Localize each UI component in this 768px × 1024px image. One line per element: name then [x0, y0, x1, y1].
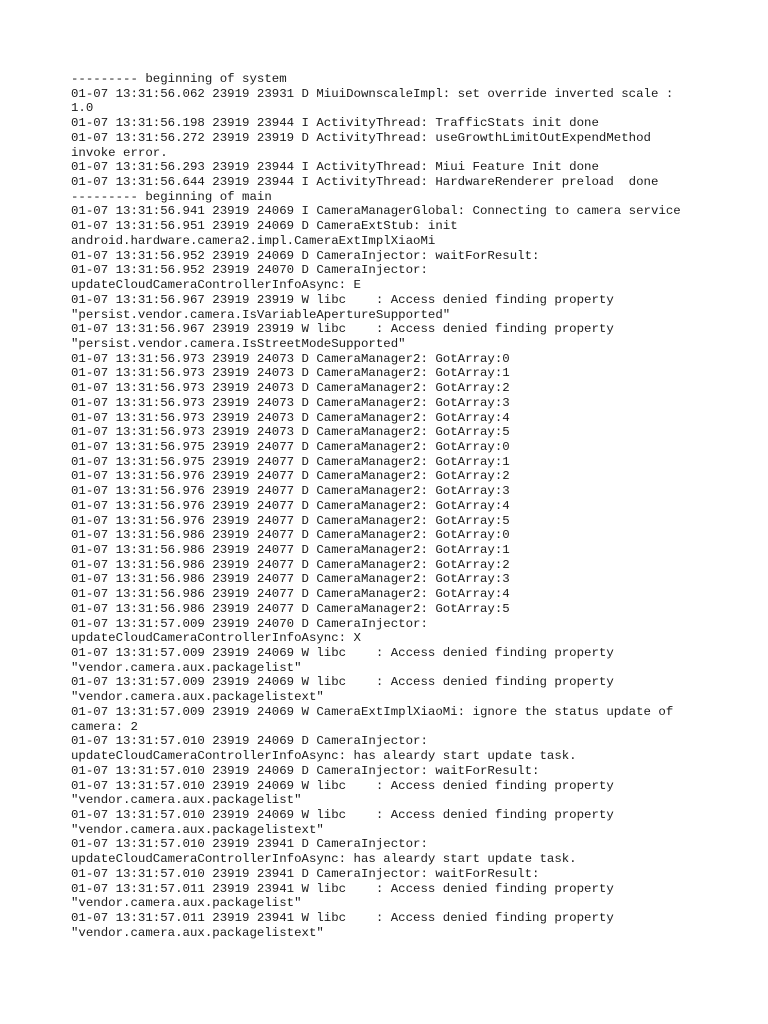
log-line: "vendor.camera.aux.packagelist" — [71, 793, 302, 808]
log-line: --------- beginning of main — [71, 189, 272, 204]
log-line: 01-07 13:31:57.011 23919 23941 W libc : Access denied finding property — [71, 881, 614, 896]
log-line: 01-07 13:31:56.973 23919 24073 D CameraManager2: GotArray:4 — [71, 410, 510, 425]
log-line: 01-07 13:31:56.986 23919 24077 D CameraManager2: GotArray:3 — [71, 572, 510, 587]
log-line: 01-07 13:31:56.986 23919 24077 D CameraManager2: GotArray:2 — [71, 557, 510, 572]
log-line: 01-07 13:31:56.952 23919 24070 D CameraInjector: — [71, 263, 428, 278]
log-line: updateCloudCameraControllerInfoAsync: has aleardy start update task. — [71, 749, 577, 764]
log-line: 01-07 13:31:56.986 23919 24077 D CameraManager2: GotArray:1 — [71, 543, 510, 557]
log-line: 01-07 13:31:56.975 23919 24077 D CameraManager2: GotArray:0 — [71, 439, 510, 454]
log-line: 1.0 — [71, 101, 94, 116]
log-line: --------- beginning of system — [71, 72, 287, 86]
log-line: 01-07 13:31:56.976 23919 24077 D CameraManager2: GotArray:3 — [71, 484, 510, 499]
log-line: "vendor.camera.aux.packagelist" — [71, 660, 302, 675]
log-line: camera: 2 — [71, 719, 138, 734]
log-line: 01-07 13:31:56.973 23919 24073 D CameraManager2: GotArray:2 — [71, 381, 510, 396]
log-line: 01-07 13:31:57.009 23919 24069 W libc : Access denied finding property — [71, 646, 614, 661]
log-line: 01-07 13:31:56.951 23919 24069 D CameraExtStub: init — [71, 219, 458, 234]
log-line: "persist.vendor.camera.IsVariableApertureSupported" — [71, 307, 451, 322]
log-line: 01-07 13:31:57.009 23919 24070 D CameraInjector: — [71, 616, 428, 631]
log-line: 01-07 13:31:57.010 23919 23941 D CameraInjector: — [71, 837, 428, 852]
log-line: 01-07 13:31:56.973 23919 24073 D CameraManager2: GotArray:0 — [71, 351, 510, 366]
log-line: 01-07 13:31:57.010 23919 24069 D CameraInjector: waitForResult: — [71, 763, 540, 778]
log-line: 01-07 13:31:57.009 23919 24069 W libc : Access denied finding property — [71, 675, 614, 690]
log-line: "vendor.camera.aux.packagelistext" — [71, 690, 324, 705]
log-line: 01-07 13:31:56.952 23919 24069 D CameraInjector: waitForResult: — [71, 248, 540, 263]
log-line: 01-07 13:31:57.010 23919 24069 D CameraInjector: — [71, 734, 428, 749]
log-line: updateCloudCameraControllerInfoAsync: X — [71, 631, 361, 646]
log-line: 01-07 13:31:56.976 23919 24077 D CameraManager2: GotArray:5 — [71, 513, 510, 528]
log-line: 01-07 13:31:56.973 23919 24073 D CameraManager2: GotArray:5 — [71, 425, 510, 440]
log-line: 01-07 13:31:56.975 23919 24077 D CameraManager2: GotArray:1 — [71, 454, 510, 469]
log-line: 01-07 13:31:56.272 23919 23919 D ActivityThread: useGrowthLimitOutExpendMethod — [71, 130, 651, 145]
log-line: "vendor.camera.aux.packagelistext" — [71, 822, 324, 837]
log-line: 01-07 13:31:56.973 23919 24073 D CameraManager2: GotArray:3 — [71, 395, 510, 410]
log-line: "persist.vendor.camera.IsStreetModeSupported" — [71, 336, 406, 351]
log-line: 01-07 13:31:56.941 23919 24069 I CameraManagerGlobal: Connecting to camera service — [71, 204, 681, 219]
log-line: 01-07 13:31:56.967 23919 23919 W libc : Access denied finding property — [71, 292, 614, 307]
log-line: "vendor.camera.aux.packagelistext" — [71, 925, 324, 940]
log-line: 01-07 13:31:57.010 23919 23941 D CameraInjector: waitForResult: — [71, 866, 540, 881]
log-line: updateCloudCameraControllerInfoAsync: has aleardy start update task. — [71, 852, 577, 867]
log-line: 01-07 13:31:56.062 23919 23931 D MiuiDownscaleImpl: set override inverted scale : — [71, 86, 674, 101]
log-line: 01-07 13:31:56.986 23919 24077 D CameraManager2: GotArray:5 — [71, 601, 510, 616]
log-line: 01-07 13:31:56.986 23919 24077 D CameraManager2: GotArray:4 — [71, 587, 510, 602]
log-line: 01-07 13:31:57.010 23919 24069 W libc : Access denied finding property — [71, 807, 614, 822]
log-line: 01-07 13:31:56.967 23919 23919 W libc : Access denied finding property — [71, 322, 614, 337]
log-line: 01-07 13:31:56.293 23919 23944 I ActivityThread: Miui Feature Init done — [71, 160, 599, 175]
log-line: 01-07 13:31:56.976 23919 24077 D CameraManager2: GotArray:2 — [71, 469, 510, 484]
log-line: updateCloudCameraControllerInfoAsync: E — [71, 278, 361, 293]
log-line: 01-07 13:31:56.976 23919 24077 D CameraManager2: GotArray:4 — [71, 498, 510, 513]
log-line: 01-07 13:31:57.010 23919 24069 W libc : Access denied finding property — [71, 778, 614, 793]
log-line: "vendor.camera.aux.packagelist" — [71, 896, 302, 911]
log-line: 01-07 13:31:56.198 23919 23944 I ActivityThread: TrafficStats init done — [71, 116, 599, 131]
log-line: 01-07 13:31:56.986 23919 24077 D CameraManager2: GotArray:0 — [71, 528, 510, 543]
log-line: 01-07 13:31:56.644 23919 23944 I ActivityThread: HardwareRenderer preload done — [71, 175, 659, 190]
log-line: android.hardware.camera2.impl.CameraExtImplXiaoMi — [71, 233, 436, 248]
log-line: 01-07 13:31:57.009 23919 24069 W CameraExtImplXiaoMi: ignore the status update of — [71, 704, 674, 719]
log-line: 01-07 13:31:57.011 23919 23941 W libc : Access denied finding property — [71, 910, 614, 925]
log-document — [71, 72, 711, 940]
log-line: invoke error. — [71, 145, 168, 160]
log-line: 01-07 13:31:56.973 23919 24073 D CameraManager2: GotArray:1 — [71, 366, 510, 381]
